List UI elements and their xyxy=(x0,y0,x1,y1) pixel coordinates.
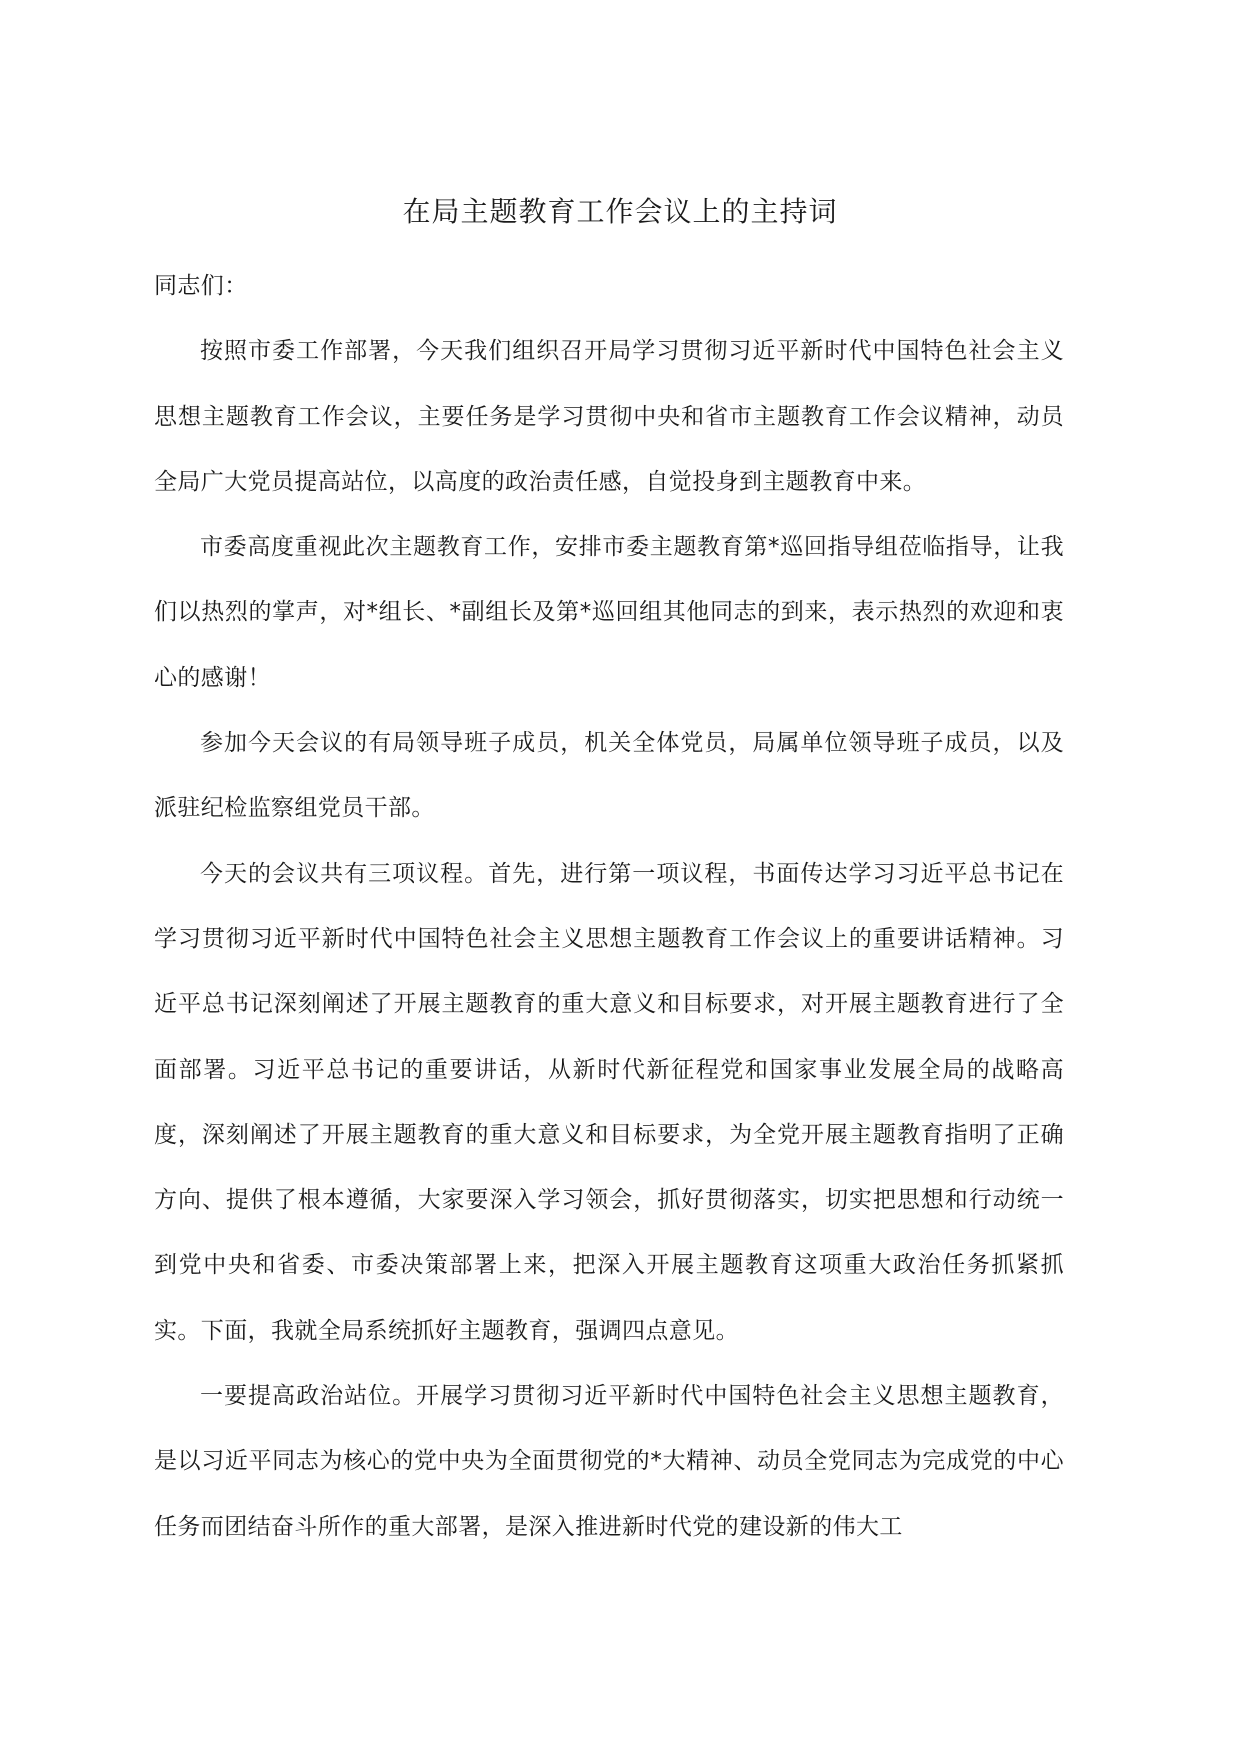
salutation: 同志们： xyxy=(154,273,248,299)
paragraph-agenda: 今天的会议共有三项议程。首先，进行第一项议程，书面传达学习习近平总书记在学习贯彻习近平新时代中国特色社会主义思想主题教育工作会议上的重要讲话精神。习近平总书记深刻阐述了开展主题教育的重大意义和目标要求，对开展主题教育进行了全面部署。习近平总书记的重要讲话，从新时代新征程党和国家事业发展全局的战略高度，深刻阐述了开展主题教育的重大意义和目标要求，为全党开展主题教育指明了正确方向、提供了根本遵循，大家要深入学习领会，抓好贯彻落实，切实把思想和行动统一到党中央和省委、市委决策部署上来，把深入开展主题教育这项重大政治任务抓紧抓实。下面，我就全局系统抓好主题教育，强调四点意见。 xyxy=(154,860,1064,1344)
paragraph-welcome: 市委高度重视此次主题教育工作，安排市委主题教育第*巡回指导组莅临指导，让我们以热烈的掌声，对*组长、*副组长及第*巡回组其他同志的到来，表示热烈的欢迎和衷心的感谢！ xyxy=(154,534,1064,691)
paragraph-point-one: 一要提高政治站位。开展学习贯彻习近平新时代中国特色社会主义思想主题教育，是以习近平同志为核心的党中央为全面贯彻党的*大精神、动员全党同志为完成党的中心任务而团结奋斗所作的重大部署，是深入推进新时代党的建设新的伟大工 xyxy=(154,1383,1064,1540)
document-body xyxy=(154,254,1064,1560)
paragraph-intro: 按照市委工作部署，今天我们组织召开局学习贯彻习近平新时代中国特色社会主义思想主题教育工作会议，主要任务是学习贯彻中央和省市主题教育工作会议精神，动员全局广大党员提高站位，以高度的政治责任感，自觉投身到主题教育中来。 xyxy=(154,338,1064,495)
paragraph-attendees: 参加今天会议的有局领导班子成员，机关全体党员，局属单位领导班子成员，以及派驻纪检监察组党员干部。 xyxy=(154,730,1064,822)
document-title: 在局主题教育工作会议上的主持词 xyxy=(402,195,838,228)
